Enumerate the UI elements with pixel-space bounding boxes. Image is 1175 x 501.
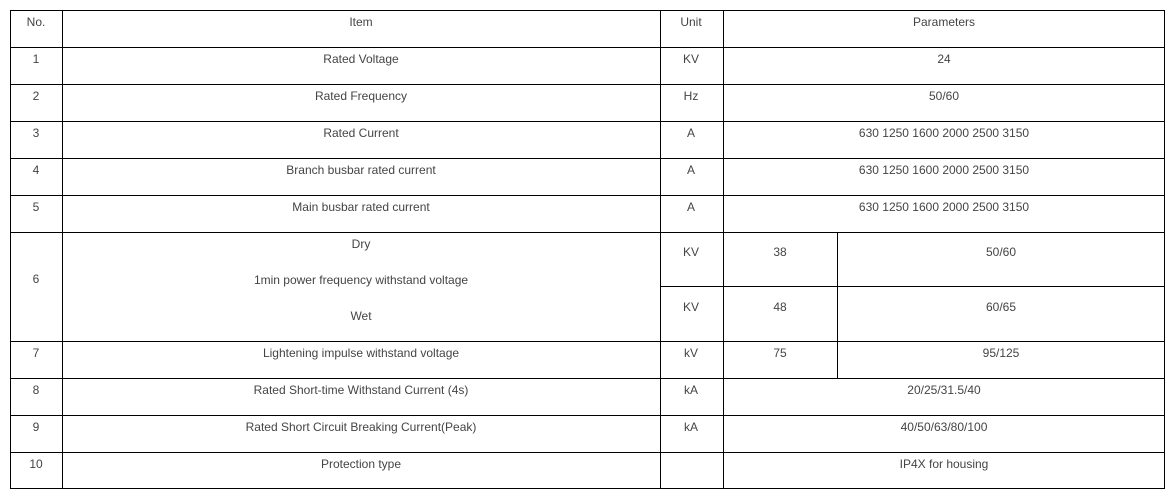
row-no: 5 bbox=[32, 200, 40, 214]
grid-line bbox=[10, 232, 1165, 233]
header-item: Item bbox=[349, 15, 373, 29]
row-item: Lightening impulse withstand voltage bbox=[262, 346, 460, 360]
row-unit: kA bbox=[683, 420, 699, 434]
row-param-1: 75 bbox=[773, 346, 787, 360]
grid-line bbox=[660, 286, 1165, 287]
row-unit: kV bbox=[683, 346, 699, 360]
grid-line bbox=[10, 10, 11, 489]
row-item: 1min power frequency withstand voltage bbox=[253, 273, 469, 287]
row-item: Protection type bbox=[320, 457, 402, 471]
header-unit: Unit bbox=[680, 15, 702, 29]
grid-line bbox=[10, 452, 1165, 453]
row-unit: A bbox=[686, 163, 696, 177]
row-unit: kA bbox=[683, 383, 699, 397]
row-no: 9 bbox=[32, 420, 40, 434]
grid-line bbox=[10, 47, 1165, 48]
row-no: 1 bbox=[32, 52, 40, 66]
row-no: 4 bbox=[32, 163, 40, 177]
row-param: 630 1250 1600 2000 2500 3150 bbox=[858, 126, 1030, 140]
row-item: Rated Short Circuit Breaking Current(Peak) bbox=[245, 420, 477, 434]
row-item-dry: Dry bbox=[351, 237, 371, 251]
row-item: Rated Voltage bbox=[323, 52, 399, 66]
grid-line bbox=[10, 378, 1165, 379]
row-unit: KV bbox=[682, 300, 700, 314]
grid-line bbox=[10, 415, 1165, 416]
grid-line bbox=[660, 10, 661, 489]
row-unit: Hz bbox=[683, 89, 699, 103]
header-parameters: Parameters bbox=[912, 15, 976, 29]
row-item: Rated Short-time Withstand Current (4s) bbox=[253, 383, 469, 397]
row-param: IP4X for housing bbox=[899, 457, 989, 471]
header-no: No. bbox=[26, 15, 46, 29]
row-no: 2 bbox=[32, 89, 40, 103]
row-param: 20/25/31.5/40 bbox=[907, 383, 981, 397]
row-item: Rated Current bbox=[323, 126, 399, 140]
row-item: Main busbar rated current bbox=[292, 200, 430, 214]
grid-line bbox=[723, 10, 724, 489]
row-param-2: 95/125 bbox=[982, 346, 1020, 360]
row-no: 3 bbox=[32, 126, 40, 140]
row-param-2: 50/60 bbox=[985, 245, 1017, 259]
grid-line bbox=[10, 341, 1165, 342]
row-param: 630 1250 1600 2000 2500 3150 bbox=[858, 163, 1030, 177]
grid-line bbox=[1164, 10, 1165, 489]
row-param-2: 60/65 bbox=[985, 300, 1017, 314]
row-item-wet: Wet bbox=[350, 309, 372, 323]
grid-line bbox=[62, 10, 63, 489]
parameters-table bbox=[10, 10, 1165, 489]
row-unit: KV bbox=[682, 52, 700, 66]
row-unit: KV bbox=[682, 245, 700, 259]
grid-line bbox=[10, 121, 1165, 122]
grid-line bbox=[10, 488, 1165, 489]
row-unit: A bbox=[686, 126, 696, 140]
row-param-1: 38 bbox=[773, 245, 787, 259]
row-param: 50/60 bbox=[928, 89, 960, 103]
row-no: 7 bbox=[32, 346, 40, 360]
grid-line bbox=[10, 84, 1165, 85]
row-param-1: 48 bbox=[773, 300, 787, 314]
row-param: 40/50/63/80/100 bbox=[900, 420, 988, 434]
row-unit: A bbox=[686, 200, 696, 214]
grid-line bbox=[10, 10, 1165, 11]
row-param: 630 1250 1600 2000 2500 3150 bbox=[858, 200, 1030, 214]
grid-line bbox=[837, 232, 838, 378]
row-no: 6 bbox=[32, 272, 40, 286]
row-no: 10 bbox=[29, 457, 43, 471]
row-item: Rated Frequency bbox=[314, 89, 408, 103]
row-item: Branch busbar rated current bbox=[286, 163, 436, 177]
grid-line bbox=[10, 195, 1165, 196]
grid-line bbox=[10, 158, 1165, 159]
row-no: 8 bbox=[32, 383, 40, 397]
row-param: 24 bbox=[937, 52, 951, 66]
